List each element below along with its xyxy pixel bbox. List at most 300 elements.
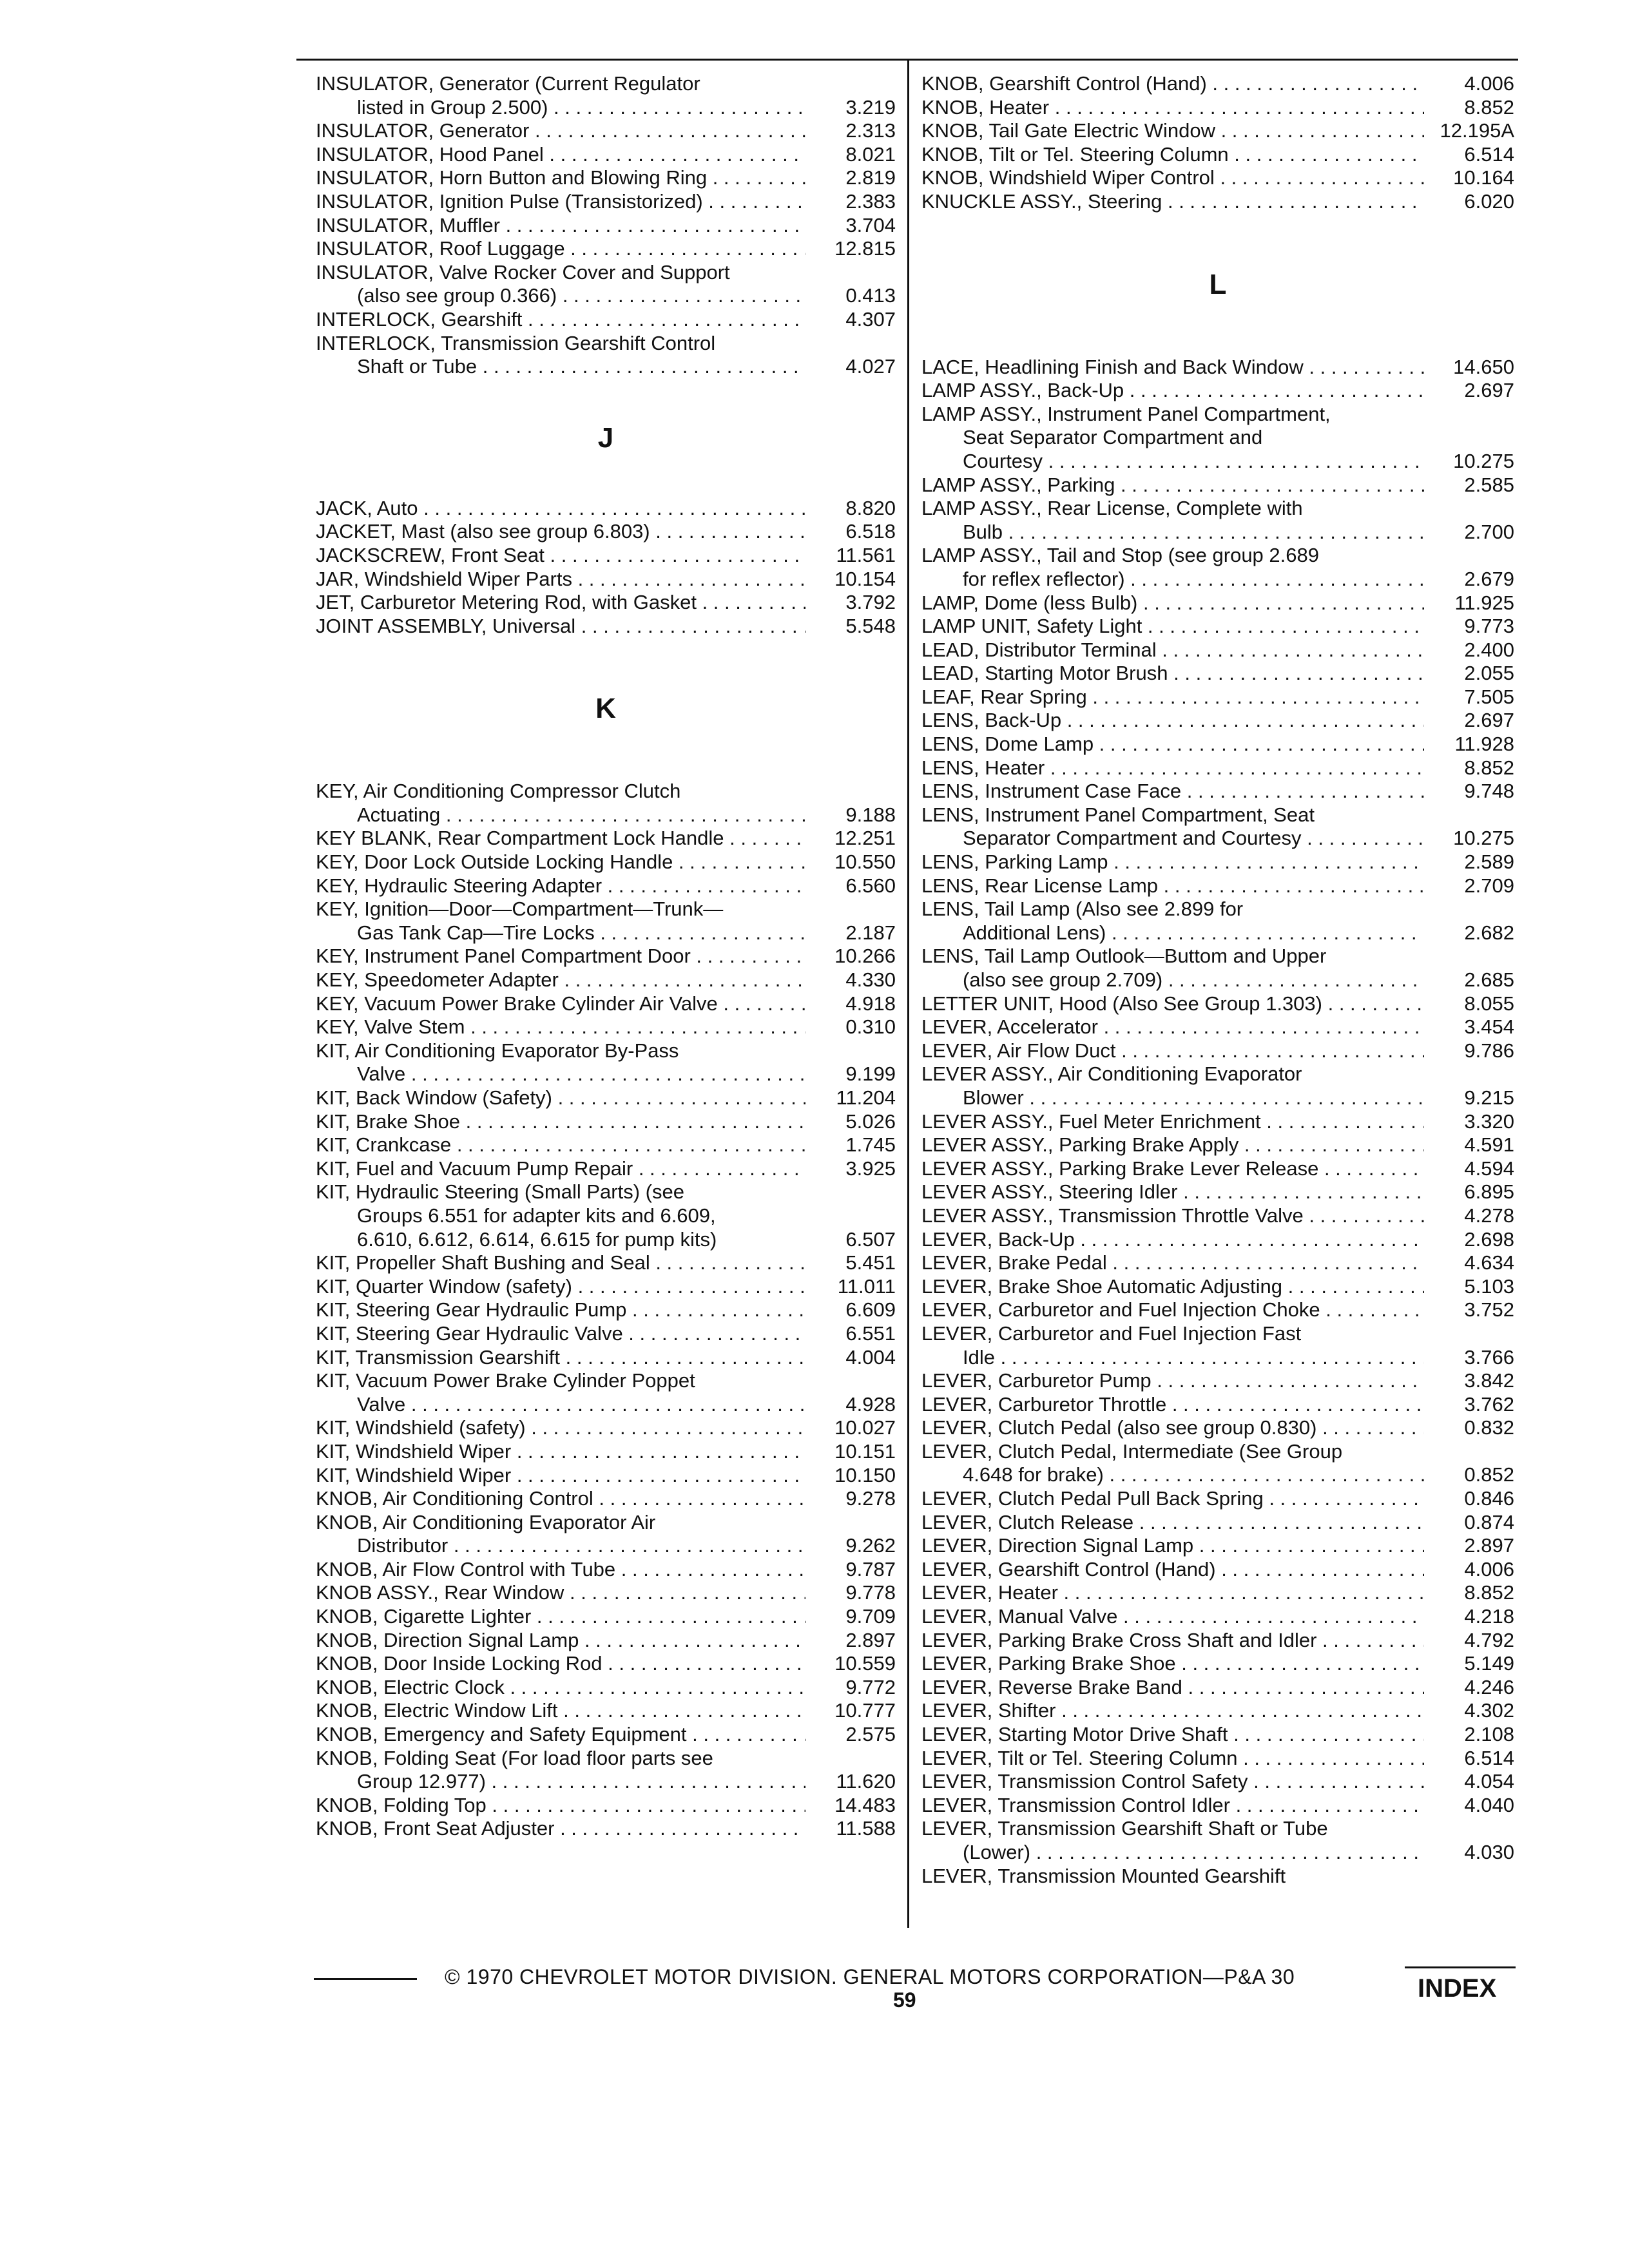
entry-name: LAMP, Dome (less Bulb) . . .: [921, 591, 1424, 615]
group-number: 9.709: [845, 1605, 896, 1628]
entry-name: LEAD, Distributor Terminal . . .: [921, 639, 1424, 662]
entry-name: LEVER, Clutch Release . . .: [921, 1511, 1424, 1535]
index-entry: [921, 1133, 1514, 1157]
group-number: 4.330: [845, 968, 896, 992]
index-entry: [316, 1699, 896, 1723]
index-entry: [921, 921, 1514, 945]
group-number: 4.302: [1464, 1699, 1514, 1722]
group-number: 12.251: [834, 827, 896, 850]
index-entry: [921, 874, 1514, 898]
entry-name: KIT, Hydraulic Steering (Small Parts) (see: [316, 1180, 684, 1204]
group-number: 2.400: [1464, 638, 1514, 661]
index-entry: [316, 143, 896, 167]
index-entry: [921, 1676, 1514, 1700]
index-entry: [316, 1770, 896, 1794]
index-entry: [921, 1346, 1514, 1370]
group-number: 3.792: [845, 591, 896, 614]
entry-name: LEAD, Starting Motor Brush . . .: [921, 662, 1424, 686]
index-entry: [316, 520, 896, 544]
group-number: 3.766: [1464, 1345, 1514, 1369]
entry-name: LENS, Rear License Lamp . . .: [921, 874, 1424, 898]
entry-name: LEVER, Brake Shoe Automatic Adjusting . . .: [921, 1275, 1424, 1299]
index-entry: [921, 1110, 1514, 1134]
index-entry: [316, 355, 896, 379]
group-number: 4.040: [1464, 1793, 1514, 1816]
entry-name: Actuating . . .: [316, 803, 805, 827]
entry-name: LEVER ASSY., Parking Brake Lever Release . . .: [921, 1157, 1424, 1181]
group-number: 8.852: [1464, 1581, 1514, 1604]
index-entry: [921, 1463, 1514, 1487]
section-heading-k: K: [595, 693, 616, 725]
group-number: 9.778: [845, 1581, 896, 1604]
group-number: 3.762: [1464, 1392, 1514, 1416]
group-number: 2.682: [1464, 921, 1514, 944]
entry-name: LAMP ASSY., Tail and Stop (see group 2.689: [921, 544, 1319, 567]
entry-name: KNOB, Electric Window Lift . . .: [316, 1699, 805, 1723]
index-entry: [921, 850, 1514, 874]
entry-name: KEY, Speedometer Adapter . . .: [316, 968, 805, 992]
index-entry: [921, 1393, 1514, 1417]
entry-name: LEVER, Transmission Control Idler . . .: [921, 1794, 1424, 1818]
group-number: 4.634: [1464, 1251, 1514, 1274]
index-entry: [316, 1157, 896, 1181]
group-number: 2.698: [1464, 1227, 1514, 1251]
group-number: 11.588: [836, 1817, 896, 1840]
group-number: 3.219: [845, 95, 896, 119]
entry-name: KIT, Steering Gear Hydraulic Valve . . .: [316, 1322, 805, 1346]
index-entry: [921, 827, 1514, 850]
entry-name: LEVER, Heater . . .: [921, 1581, 1424, 1605]
index-entry: [316, 1039, 896, 1063]
entry-name: LEVER ASSY., Air Conditioning Evaporator: [921, 1062, 1302, 1086]
group-number: 2.819: [845, 166, 896, 189]
entry-name: JACK, Auto . . .: [316, 497, 805, 521]
group-number: 4.591: [1464, 1133, 1514, 1157]
group-number: 4.004: [845, 1345, 896, 1369]
group-number: 6.609: [845, 1298, 896, 1321]
entry-name: LEVER ASSY., Parking Brake Apply . . .: [921, 1133, 1424, 1157]
entry-name: Separator Compartment and Courtesy . . .: [921, 827, 1424, 850]
index-entry: [316, 497, 896, 521]
index-entry: [316, 214, 896, 238]
entry-name: (also see group 2.709) . . .: [921, 968, 1424, 992]
index-entry: [316, 1747, 896, 1771]
index-entry: [316, 921, 896, 945]
entry-name: LEVER, Clutch Pedal, Intermediate (See Group: [921, 1439, 1343, 1463]
group-number: 0.852: [1464, 1463, 1514, 1486]
group-number: 11.928: [1454, 733, 1514, 756]
entry-name: (also see group 0.366) . . .: [316, 284, 805, 308]
entry-name: KNOB, Emergency and Safety Equipment . . .: [316, 1723, 805, 1747]
index-entry: [921, 898, 1514, 921]
entry-name: LEVER ASSY., Fuel Meter Enrichment . . .: [921, 1110, 1424, 1134]
entry-name: KNOB, Air Flow Control with Tube . . .: [316, 1558, 805, 1582]
group-number: 9.787: [845, 1557, 896, 1581]
group-number: 3.454: [1464, 1015, 1514, 1039]
group-number: 6.020: [1464, 189, 1514, 213]
entry-name: KIT, Windshield (safety) . . .: [316, 1416, 805, 1440]
index-entry: [921, 1723, 1514, 1747]
entry-name: Gas Tank Cap—Tire Locks . . .: [316, 921, 805, 945]
index-entry: [921, 450, 1514, 474]
index-entry: [316, 1228, 896, 1252]
index-entry: [921, 1062, 1514, 1086]
group-number: 4.218: [1464, 1605, 1514, 1628]
entry-name: KEY, Ignition—Door—Compartment—Trunk—: [316, 898, 724, 921]
group-number: 3.925: [845, 1157, 896, 1180]
index-entry: [921, 1629, 1514, 1653]
group-number: 0.832: [1464, 1416, 1514, 1439]
entry-name: LEVER, Parking Brake Shoe . . .: [921, 1652, 1424, 1676]
entry-name: LEVER, Starting Motor Drive Shaft . . .: [921, 1723, 1424, 1747]
index-entry: [316, 968, 896, 992]
entry-name: LAMP ASSY., Instrument Panel Compartment,: [921, 402, 1331, 425]
group-number: 4.792: [1464, 1628, 1514, 1651]
right-column: [921, 72, 1514, 1888]
entry-name: INTERLOCK, Transmission Gearshift Control: [316, 331, 716, 354]
group-number: 10.275: [1453, 449, 1514, 472]
entry-name: KIT, Fuel and Vacuum Pump Repair . . .: [316, 1157, 805, 1181]
index-entry: [921, 1605, 1514, 1629]
group-number: 2.313: [845, 119, 896, 142]
group-number: 5.103: [1464, 1274, 1514, 1298]
index-entry: [921, 945, 1514, 968]
group-number: 10.150: [834, 1463, 896, 1486]
entry-name: KEY, Vacuum Power Brake Cylinder Air Valve . . .: [316, 992, 805, 1016]
group-number: 6.514: [1464, 142, 1514, 166]
index-entry: [921, 474, 1514, 497]
entry-name: INSULATOR, Horn Button and Blowing Ring . . .: [316, 166, 805, 190]
group-number: 2.700: [1464, 520, 1514, 543]
index-entry: [921, 1275, 1514, 1299]
index-entry: [921, 1841, 1514, 1865]
entry-name: KIT, Back Window (Safety) . . .: [316, 1086, 805, 1110]
section-heading-j: J: [597, 421, 614, 454]
index-entry: [921, 1015, 1514, 1039]
entry-name: KIT, Windshield Wiper . . .: [316, 1440, 805, 1464]
index-entry: [316, 1558, 896, 1582]
index-entry: [921, 1180, 1514, 1204]
entry-name: KNOB, Cigarette Lighter . . .: [316, 1605, 805, 1629]
index-entry: [316, 1110, 896, 1134]
entry-name: KNOB, Air Conditioning Evaporator Air: [316, 1510, 656, 1533]
entry-name: INSULATOR, Ignition Pulse (Transistorized) . . .: [316, 190, 805, 214]
entry-name: Valve . . .: [316, 1393, 805, 1417]
footer-copyright: © 1970 CHEVROLET MOTOR DIVISION. GENERAL MOTORS CORPORATION—P&A 30: [445, 1965, 1295, 1988]
entry-name: LENS, Tail Lamp Outlook—Buttom and Upper: [921, 945, 1327, 968]
entry-name: KEY, Door Lock Outside Locking Handle . . .: [316, 850, 805, 874]
index-entry: [316, 1062, 896, 1086]
group-number: 10.266: [834, 945, 896, 968]
entry-name: KIT, Transmission Gearshift . . .: [316, 1346, 805, 1370]
group-number: 7.505: [1464, 685, 1514, 708]
index-entry: [921, 96, 1514, 120]
group-number: 3.752: [1464, 1298, 1514, 1321]
entry-name: JET, Carburetor Metering Rod, with Gasket . . .: [316, 591, 805, 615]
entry-name: KNUCKLE ASSY., Steering . . .: [921, 190, 1424, 214]
index-entry: [921, 1865, 1514, 1888]
entry-name: LAMP ASSY., Rear License, Complete with: [921, 497, 1303, 520]
index-entry: [316, 1298, 896, 1322]
entry-name: LEVER, Parking Brake Cross Shaft and Idler . . .: [921, 1629, 1424, 1653]
entry-name: KIT, Quarter Window (safety) . . .: [316, 1275, 805, 1299]
index-entry: [921, 1204, 1514, 1228]
index-entry: [921, 756, 1514, 780]
left-column: [316, 72, 896, 1841]
group-number: 10.164: [1453, 166, 1514, 189]
entry-name: Seat Separator Compartment and: [963, 426, 1263, 449]
index-entry: [921, 1534, 1514, 1558]
index-entry: [921, 1581, 1514, 1605]
group-number: 2.187: [845, 921, 896, 944]
index-entry: [921, 497, 1514, 521]
entry-name: LEVER, Back-Up . . .: [921, 1228, 1424, 1252]
index-entry: [316, 1180, 896, 1204]
group-number: 8.820: [845, 496, 896, 519]
section-heading-l: L: [1209, 268, 1227, 300]
index-entry: [921, 1228, 1514, 1252]
index-entry: [316, 1629, 896, 1653]
entry-name: LEVER, Direction Signal Lamp . . .: [921, 1534, 1424, 1558]
group-number: 0.310: [845, 1015, 896, 1039]
index-entry: [316, 1369, 896, 1393]
index-entry: [921, 1558, 1514, 1582]
index-entry: [316, 1133, 896, 1157]
group-number: 2.709: [1464, 874, 1514, 897]
group-number: 0.874: [1464, 1510, 1514, 1533]
group-number: 8.852: [1464, 756, 1514, 779]
page-number: 59: [893, 1988, 916, 2012]
group-number: 4.006: [1464, 72, 1514, 95]
group-number: 4.307: [845, 307, 896, 331]
entry-name: KIT, Air Conditioning Evaporator By-Pass: [316, 1039, 679, 1062]
group-number: 9.262: [845, 1534, 896, 1557]
index-entry: [316, 237, 896, 261]
group-number: 5.548: [845, 614, 896, 637]
index-entry: [316, 850, 896, 874]
index-entry: [316, 945, 896, 968]
index-entry: [921, 190, 1514, 214]
entry-name: Distributor . . .: [316, 1534, 805, 1558]
index-entry: [921, 1369, 1514, 1393]
index-entry: [316, 874, 896, 898]
group-number: 4.246: [1464, 1675, 1514, 1698]
index-entry: [921, 119, 1514, 143]
group-number: 2.585: [1464, 473, 1514, 496]
entry-name: INSULATOR, Generator (Current Regulator: [316, 72, 700, 95]
index-entry: [921, 686, 1514, 709]
entry-name: JAR, Windshield Wiper Parts . . .: [316, 568, 805, 591]
group-number: 2.108: [1464, 1723, 1514, 1745]
entry-name: KEY, Instrument Panel Compartment Door . . .: [316, 945, 805, 968]
entry-name: Valve . . .: [316, 1062, 805, 1086]
group-number: 10.777: [834, 1699, 896, 1722]
group-number: 4.594: [1464, 1157, 1514, 1180]
group-number: 6.551: [845, 1321, 896, 1345]
index-entry: [316, 1275, 896, 1299]
index-entry: [921, 544, 1514, 568]
index-entry: [921, 72, 1514, 96]
index-entry: [921, 662, 1514, 686]
entry-name: KIT, Propeller Shaft Bushing and Seal . . .: [316, 1251, 805, 1275]
group-number: 9.215: [1464, 1086, 1514, 1109]
group-number: 4.006: [1464, 1557, 1514, 1581]
entry-name: LENS, Dome Lamp . . .: [921, 733, 1424, 756]
group-number: 5.149: [1464, 1652, 1514, 1675]
index-entry: [316, 190, 896, 214]
group-number: 8.021: [845, 142, 896, 166]
entry-name: Shaft or Tube . . .: [316, 355, 805, 379]
entry-name: LENS, Parking Lamp . . .: [921, 850, 1424, 874]
entry-name: LEVER ASSY., Transmission Throttle Valve . . .: [921, 1204, 1424, 1228]
index-entry: [316, 1652, 896, 1676]
group-number: 8.852: [1464, 95, 1514, 119]
group-number: 4.928: [845, 1392, 896, 1416]
index-entry: [316, 827, 896, 850]
group-number: 10.151: [834, 1439, 896, 1463]
entry-name: KNOB, Air Conditioning Control . . .: [316, 1487, 805, 1511]
entry-name: LACE, Headlining Finish and Back Window . . .: [921, 356, 1424, 380]
group-number: 9.748: [1464, 780, 1514, 803]
entry-name: LEVER, Reverse Brake Band . . .: [921, 1676, 1424, 1700]
index-entry: [316, 308, 896, 332]
entry-name: KNOB, Tilt or Tel. Steering Column . . .: [921, 143, 1424, 167]
entry-name: LEVER, Clutch Pedal Pull Back Spring . . .: [921, 1487, 1424, 1511]
entry-name: Blower . . .: [921, 1086, 1424, 1110]
index-entry: [316, 166, 896, 190]
entry-name: 4.648 for brake) . . .: [921, 1463, 1424, 1487]
index-entry: [316, 803, 896, 827]
index-entry: [921, 780, 1514, 803]
index-entry: [921, 1157, 1514, 1181]
group-number: 9.278: [845, 1487, 896, 1510]
index-entry: [921, 166, 1514, 190]
entry-name: LEVER, Transmission Mounted Gearshift: [921, 1864, 1286, 1887]
group-number: 3.704: [845, 213, 896, 236]
group-number: 2.055: [1464, 662, 1514, 685]
index-entry: [316, 1487, 896, 1511]
entry-name: KIT, Windshield Wiper . . .: [316, 1464, 805, 1488]
entry-name: LEVER, Transmission Gearshift Shaft or Tube: [921, 1817, 1328, 1840]
index-entry: [921, 356, 1514, 380]
section-label: INDEX: [1418, 1974, 1497, 2003]
group-number: 2.697: [1464, 379, 1514, 402]
entry-name: LEVER, Carburetor and Fuel Injection Fast: [921, 1321, 1302, 1345]
group-number: 4.027: [845, 355, 896, 378]
entry-name: Additional Lens) . . .: [921, 921, 1424, 945]
index-entry: [921, 1652, 1514, 1676]
group-number: 9.199: [845, 1062, 896, 1086]
index-entry: [921, 568, 1514, 591]
group-number: 14.483: [834, 1793, 896, 1816]
index-entry: [316, 1251, 896, 1275]
group-number: 0.413: [845, 284, 896, 307]
index-entry: [316, 1416, 896, 1440]
index-entry: [316, 568, 896, 591]
entry-name: INSULATOR, Muffler . . .: [316, 214, 805, 238]
entry-name: Idle . . .: [921, 1346, 1424, 1370]
index-entry: [921, 379, 1514, 403]
group-number: 2.685: [1464, 968, 1514, 991]
index-entry: [316, 591, 896, 615]
group-number: 10.559: [834, 1652, 896, 1675]
index-entry: [316, 544, 896, 568]
group-number: 6.507: [845, 1227, 896, 1251]
entry-name: JACKET, Mast (also see group 6.803) . . .: [316, 520, 805, 544]
group-number: 12.815: [834, 237, 896, 260]
group-number: 8.055: [1464, 992, 1514, 1015]
index-entry: [921, 1794, 1514, 1818]
index-entry: [316, 1534, 896, 1558]
group-number: 4.030: [1464, 1840, 1514, 1863]
group-number: 6.514: [1464, 1746, 1514, 1769]
entry-name: LEVER, Carburetor Throttle . . .: [921, 1393, 1424, 1417]
index-entry: [316, 1346, 896, 1370]
group-number: 3.842: [1464, 1369, 1514, 1392]
index-entry: [921, 992, 1514, 1016]
entry-name: KNOB, Direction Signal Lamp . . .: [316, 1629, 805, 1653]
entry-name: INSULATOR, Hood Panel . . .: [316, 143, 805, 167]
group-number: 5.026: [845, 1110, 896, 1133]
group-number: 4.278: [1464, 1204, 1514, 1227]
group-number: 11.620: [836, 1770, 896, 1793]
entry-name: KIT, Steering Gear Hydraulic Pump . . .: [316, 1298, 805, 1322]
group-number: 4.054: [1464, 1770, 1514, 1793]
entry-name: LENS, Instrument Panel Compartment, Seat: [921, 803, 1315, 826]
entry-name: KNOB, Tail Gate Electric Window . . .: [921, 119, 1424, 143]
index-entry: [316, 332, 896, 356]
entry-name: 6.610, 6.612, 6.614, 6.615 for pump kits): [357, 1227, 717, 1251]
index-entry: [921, 1298, 1514, 1322]
index-entry: [921, 591, 1514, 615]
entry-name: KNOB, Door Inside Locking Rod . . .: [316, 1652, 805, 1676]
entry-name: LEVER, Gearshift Control (Hand) . . .: [921, 1558, 1424, 1582]
entry-name: JOINT ASSEMBLY, Universal . . .: [316, 615, 805, 639]
group-number: 4.918: [845, 992, 896, 1015]
index-entry: [921, 521, 1514, 544]
index-entry: [316, 1204, 896, 1228]
index-entry: [921, 403, 1514, 427]
group-number: 11.204: [836, 1086, 896, 1109]
entry-name: LENS, Tail Lamp (Also see 2.899 for: [921, 898, 1244, 921]
index-entry: [316, 1676, 896, 1700]
entry-name: (Lower) . . .: [921, 1841, 1424, 1865]
index-entry: [921, 1039, 1514, 1063]
index-entry: [316, 1322, 896, 1346]
entry-name: Group 12.977) . . .: [316, 1770, 805, 1794]
entry-name: INTERLOCK, Gearshift . . .: [316, 308, 805, 332]
group-number: 2.589: [1464, 850, 1514, 874]
group-number: 10.550: [834, 850, 896, 874]
index-entry: [921, 143, 1514, 167]
entry-name: LENS, Heater . . .: [921, 756, 1424, 780]
group-number: 2.697: [1464, 709, 1514, 732]
entry-name: LEVER, Manual Valve . . .: [921, 1605, 1424, 1629]
entry-name: LEVER, Transmission Control Safety . . .: [921, 1770, 1424, 1794]
group-number: 9.773: [1464, 615, 1514, 638]
index-entry: [921, 709, 1514, 733]
group-number: 9.786: [1464, 1039, 1514, 1062]
index-entry: [921, 733, 1514, 756]
group-number: 6.518: [845, 520, 896, 543]
group-number: 11.925: [1454, 591, 1514, 614]
index-entry: [316, 119, 896, 143]
index-entry: [921, 1322, 1514, 1346]
entry-name: LEVER, Brake Pedal . . .: [921, 1251, 1424, 1275]
group-number: 1.745: [845, 1133, 896, 1157]
entry-name: Courtesy . . .: [921, 450, 1424, 474]
group-number: 6.895: [1464, 1180, 1514, 1204]
